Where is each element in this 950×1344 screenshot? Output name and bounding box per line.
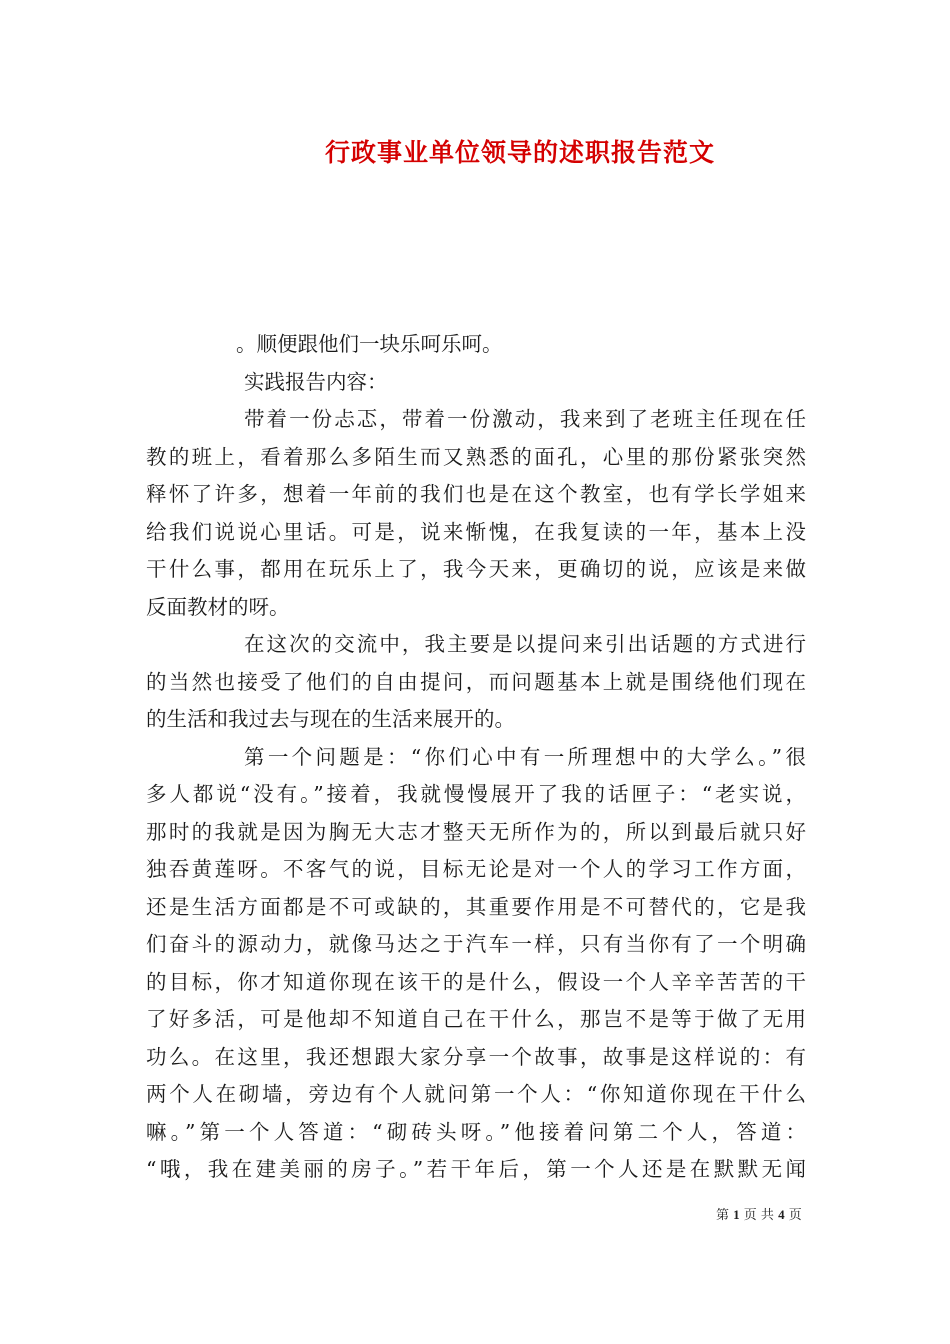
document-body bbox=[146, 326, 806, 1189]
text-line: 两个人在砌墙，旁边有个人就问第一个人：“你知道你现在干什么 bbox=[146, 1082, 806, 1106]
text-line: “哦，我在建美丽的房子。”若干年后，第一个人还是在默默无闻 bbox=[146, 1157, 806, 1181]
document-title: 行政事业单位领导的述职报告范文 bbox=[324, 138, 715, 167]
text-line: 给我们说说心里话。可是，说来惭愧，在我复读的一年，基本上没 bbox=[146, 519, 806, 544]
text-line: 那时的我就是因为胸无大志才整天无所作为的，所以到最后就只好 bbox=[146, 819, 806, 844]
text-line: 多人都说“没有。”接着，我就慢慢展开了我的话匣子：“老实说， bbox=[146, 782, 806, 806]
text-line: 嘛。”第一个人答道：“砌砖头呀。”他接着问第二个人，答道： bbox=[146, 1119, 806, 1144]
text-line: 的生活和我过去与现在的生活来展开的。 bbox=[146, 707, 515, 731]
text-line: 反面教材的呀。 bbox=[146, 594, 290, 619]
text-line: 功么。在这里，我还想跟大家分享一个故事，故事是这样说的：有 bbox=[146, 1044, 806, 1069]
text-line: 还是生活方面都是不可或缺的，其重要作用是不可替代的，它是我 bbox=[146, 894, 806, 919]
text-line: 的目标，你才知道你现在该干的是什么，假设一个人辛辛苦苦的干 bbox=[146, 969, 806, 994]
footer-suffix: 页 bbox=[788, 1208, 802, 1223]
total-pages-number: 4 bbox=[778, 1207, 785, 1222]
text-line: 在这次的交流中，我主要是以提问来引出话题的方式进行 bbox=[244, 632, 806, 656]
page-footer bbox=[716, 1204, 802, 1223]
text-line: 们奋斗的源动力，就像马达之于汽车一样，只有当你有了一个明确 bbox=[146, 932, 806, 956]
text-line: 带着一份忐忑，带着一份激动，我来到了老班主任现在任 bbox=[244, 407, 806, 431]
footer-prefix: 第 bbox=[716, 1208, 730, 1223]
footer-middle: 页 共 bbox=[743, 1208, 774, 1223]
text-line: 干什么事，都用在玩乐上了，我今天来，更确切的说，应该是来做 bbox=[146, 557, 806, 581]
text-line: 释怀了许多，想着一年前的我们也是在这个教室，也有学长学姐来 bbox=[146, 482, 806, 506]
text-line: 。顺便跟他们一块乐呵乐呵。 bbox=[236, 332, 503, 356]
text-line: 教的班上，看着那么多陌生而又熟悉的面孔，心里的那份紧张突然 bbox=[146, 444, 806, 469]
text-line: 了好多活，可是他却不知道自己在干什么，那岂不是等于做了无用 bbox=[146, 1007, 806, 1031]
text-line: 第一个问题是：“你们心中有一所理想中的大学么。”很 bbox=[244, 744, 806, 769]
text-line: 独吞黄莲呀。不客气的说，目标无论是对一个人的学习工作方面， bbox=[146, 857, 806, 881]
current-page-number: 1 bbox=[733, 1207, 740, 1222]
text-line: 的当然也接受了他们的自由提问，而问题基本上就是围绕他们现在 bbox=[146, 669, 806, 694]
text-line: 实践报告内容： bbox=[244, 369, 388, 394]
